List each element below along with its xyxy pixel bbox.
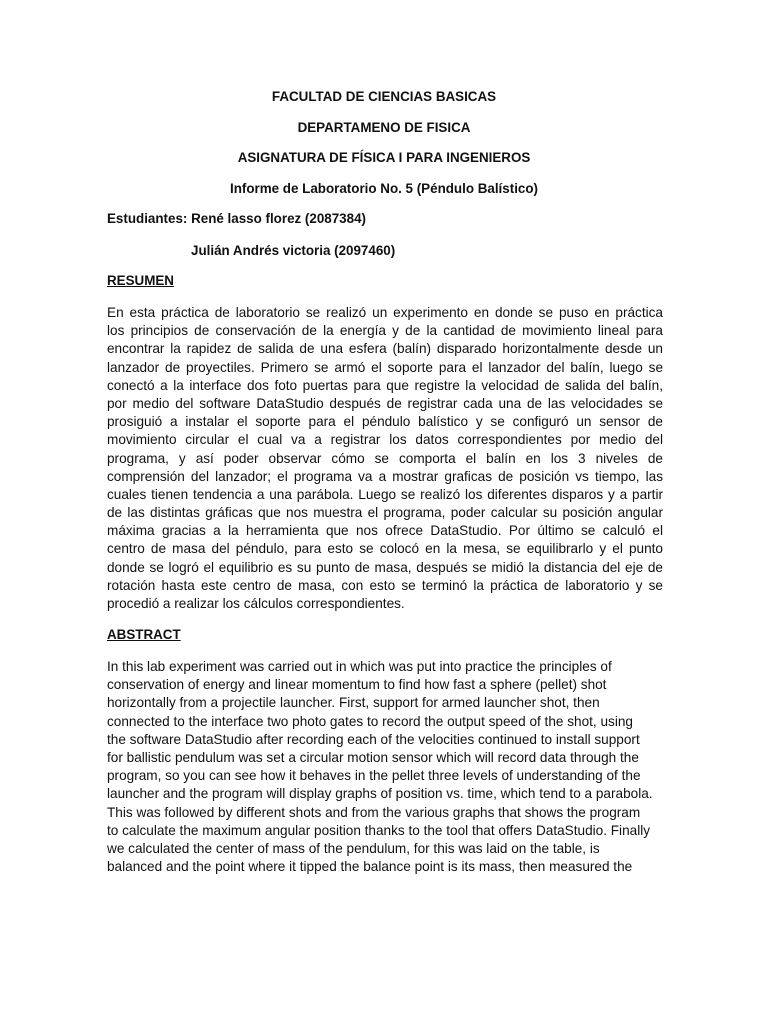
paragraph-line: In this lab experiment was carried out in which was put into practice the principles of [107,659,612,674]
paragraph-line: los principios de conservación de la energía y de la cantidad de movimiento lineal para [107,323,663,339]
paragraph-line: we calculated the center of mass of the pendulum, for this was laid on the table, is [107,841,600,857]
paragraph-line: centro de masa del péndulo, para esto se colocó en la mesa, se equilibrarlo y el punto [107,541,663,557]
paragraph-line: to calculate the maximum angular position thanks to the tool that offers DataStudio. Finally [107,822,651,838]
paragraph-line: balanced and the point where it tipped the balance point is its mass, then measured the [107,859,633,875]
paragraph-line: movimiento circular el cual va a registrar los datos correspondientes por medio del [107,432,663,448]
paragraph-line: for ballistic pendulum was set a circular motion sensor which will record data through the [107,750,639,766]
faculty-heading: FACULTAD DE CIENCIAS BASICAS [271,89,497,104]
abstract-paragraph [107,658,663,876]
paragraph-line: connected to the interface two photo gates to record the output speed of the shot, using [107,713,633,729]
paragraph-line: conservation of energy and linear momentum to find how fast a sphere (pellet) shot [107,677,607,693]
paragraph-line: comprensión del lanzador; el programa va a mostrar graficas de posición vs tiempo, las [107,468,663,484]
paragraph-line: horizontally from a projectile launcher. First, support for armed launcher shot, then [107,695,600,711]
paragraph-line: encontrar la rapidez de salida de una esfera (balín) disparado horizontalmente desde un [107,341,663,357]
paragraph-line: procedió a realizar los cálculos correspondientes. [107,596,405,611]
student-second: Julián Andrés victoria (2097460) [191,243,396,258]
report-title: Informe de Laboratorio No. 5 (Péndulo Balístico) [229,181,538,196]
paragraph-line: máxima gracias a la herramienta que nos ofrece DataStudio. Por último se calculó el [107,523,663,539]
paragraph-line: launcher and the program will display graphs of position vs. time, which tend to a parabola. [107,786,653,802]
paragraph-line: donde se logró el equilibrio es su punto de masa, después se midió la distancia del eje de [107,559,663,575]
abstract-heading: ABSTRACT [107,627,181,642]
paragraph-line: the software DataStudio after recording each of the velocities continued to install support [107,731,640,747]
course-heading: ASIGNATURA DE FÍSICA I PARA INGENIEROS [237,150,531,165]
department-heading: DEPARTAMENO DE FISICA [297,120,471,135]
paragraph-line: conectó a la interface dos foto puertas para que registre la velocidad de salida del balín, [107,377,663,393]
paragraph-line: de las distintas gráficas que nos muestra el programa, poder calcular su posición angular [107,505,663,521]
students-line: Estudiantes: René lasso florez (2087384) [107,211,366,226]
paragraph-line: En esta práctica de laboratorio se realizó un experimento en donde se puso en práctica [107,305,663,320]
paragraph-line: rotación hasta este centro de masa, con esto se terminó la práctica de laboratorio y se [107,577,663,593]
paragraph-line: cuales tienen tendencia a una parábola. Luego se realizó los diferentes disparos y a partir [107,486,663,502]
paragraph-line: program, so you can see how it behaves in the pellet three levels of understanding of the [107,768,641,784]
paragraph-line: por medio del software DataStudio después de registrar cada una de las velocidades se [107,395,663,411]
paragraph-line: lanzador de proyectiles. Primero se armó el soporte para el lanzador del balín, luego se [107,359,663,375]
paragraph-line: This was followed by different shots and from the various graphs that shows the program [107,804,641,820]
paragraph-line: programa, y así poder observar cómo se comporta el balín en los 3 niveles de [107,450,663,466]
paragraph-line: prosiguió a instalar el soporte para el péndulo balístico y se configuró un sensor de [107,414,663,430]
resumen-paragraph [107,304,663,613]
resumen-heading: RESUMEN [107,273,174,288]
